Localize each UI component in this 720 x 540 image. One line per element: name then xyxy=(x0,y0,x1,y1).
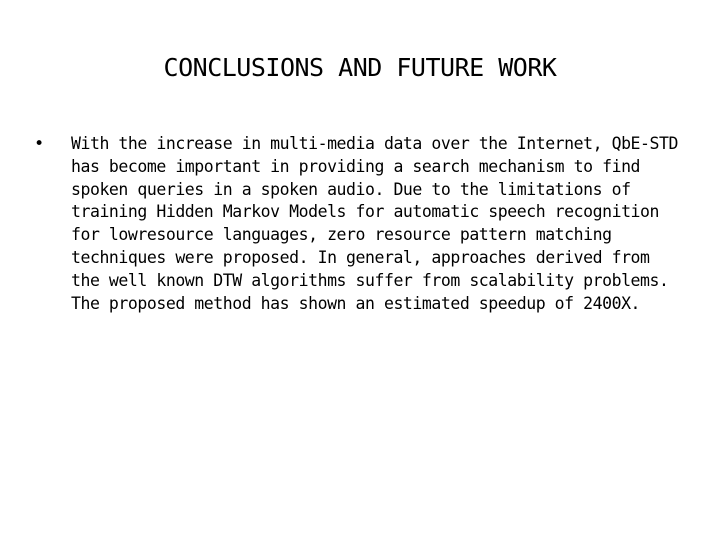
bullet-list xyxy=(34,133,694,315)
slide-title: CONCLUSIONS AND FUTURE WORK xyxy=(163,53,557,82)
bullet-text-line: techniques were proposed. In general, approaches derived from xyxy=(71,247,650,267)
bullet-text-line: spoken queries in a spoken audio. Due to the limitations of xyxy=(71,179,631,199)
bullet-text-line: the well known DTW algorithms suffer from scalability problems. xyxy=(71,270,669,290)
bullet-icon: • xyxy=(34,134,45,154)
bullet-text-line: for lowresource languages, zero resource pattern matching xyxy=(71,225,612,245)
bullet-text-line: training Hidden Markov Models for automatic speech recognition xyxy=(71,202,659,222)
bullet-text-line: The proposed method has shown an estimated speedup of 2400X. xyxy=(71,293,641,313)
bullet-text-line: With the increase in multi-media data over the Internet, QbE-STD xyxy=(71,134,678,153)
bullet-text-line: has become important in providing a search mechanism to find xyxy=(71,156,641,176)
bullet-item xyxy=(34,133,694,315)
